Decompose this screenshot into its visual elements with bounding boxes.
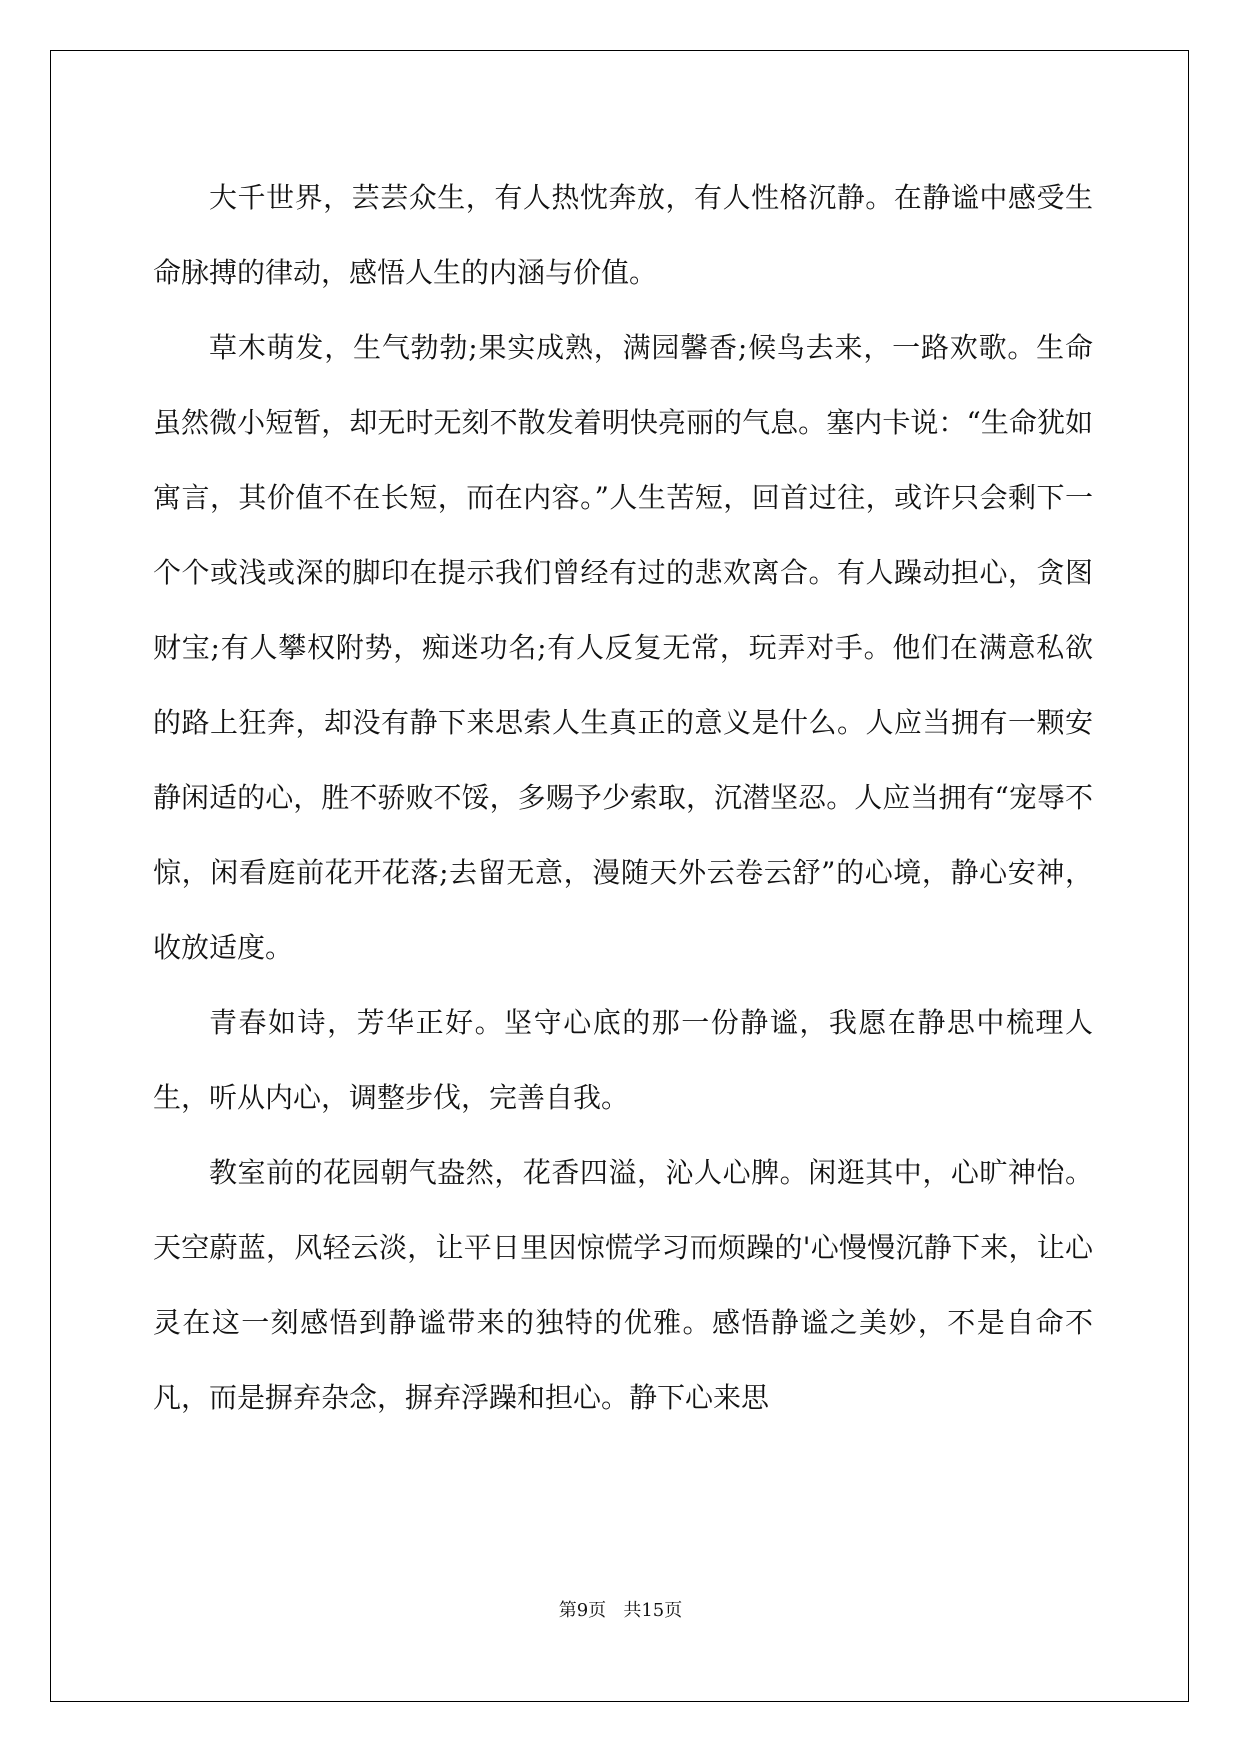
- document-body: [153, 160, 1093, 1435]
- page-number-footer: 第9页 共15页: [558, 1600, 683, 1621]
- paragraph-1: 大千世界，芸芸众生，有人热忱奔放，有人性格沉静。在静谧中感受生命脉搏的律动，感悟人生的内涵与价值。: [153, 181, 1093, 289]
- paragraph-4: 教室前的花园朝气盎然，花香四溢，沁人心脾。闲逛其中，心旷神怡。天空蔚蓝，风轻云淡，让平日里因惊慌学习而烦躁的'心慢慢沉静下来，让心灵在这一刻感悟到静谧带来的独特的优雅。感悟静谧之美妙，不是自命不凡，而是摒弃杂念，摒弃浮躁和担心。静下心来思: [153, 1156, 1093, 1414]
- paragraph-2: 草木萌发，生气勃勃;果实成熟，满园馨香;候鸟去来，一路欢歌。生命虽然微小短暂，却无时无刻不散发着明快亮丽的气息。塞内卡说：“生命犹如寓言，其价值不在长短，而在内容。”人生苦短，回首过往，或许只会剩下一个个或浅或深的脚印在提示我们曾经有过的悲欢离合。有人躁动担心，贪图财宝;有人攀权附势，痴迷功名;有人反复无常，玩弄对手。他们在满意私欲的路上狂奔，却没有静下来思索人生真正的意义是什么。人应当拥有一颗安静闲适的心，胜不骄败不馁，多赐予少索取，沉潜坚忍。人应当拥有“宠辱不惊，闲看庭前花开花落;去留无意，漫随天外云卷云舒”的心境，静心安神，收放适度。: [153, 331, 1093, 964]
- paragraph-3: 青春如诗，芳华正好。坚守心底的那一份静谧，我愿在静思中梳理人生，听从内心，调整步伐，完善自我。: [153, 1006, 1093, 1114]
